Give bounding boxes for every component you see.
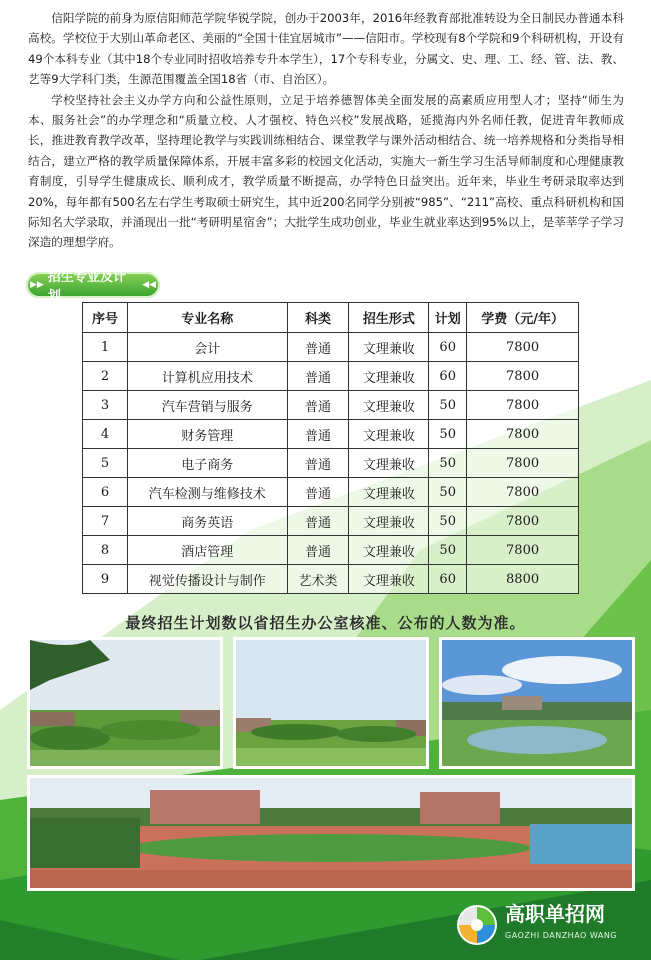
cell-plan: 60 [429,362,467,391]
cell-form: 文理兼收 [349,391,429,420]
cell-major: 酒店管理 [127,536,287,565]
cell-plan: 50 [429,420,467,449]
cell-category: 普通 [287,391,349,420]
campus-photo-lake [439,637,635,769]
cell-plan: 50 [429,391,467,420]
arrow-decoration-icon: ▶▶ [30,280,44,290]
enrollment-plan-table [82,302,579,594]
section-badge [26,270,160,304]
cell-major: 计算机应用技术 [127,362,287,391]
cell-tuition: 7800 [467,362,579,391]
table-row [83,565,579,594]
header-category: 科类 [287,303,349,333]
campus-photo-lawn [27,637,223,769]
header-plan: 计划 [429,303,467,333]
logo-name: 高职单招网 [505,902,605,926]
cell-major: 会计 [127,333,287,362]
table-row [83,333,579,362]
intro-text [28,8,624,253]
arrow-decoration-icon: ◀◀ [142,280,156,290]
table-row [83,391,579,420]
campus-photo-stadium [27,775,635,891]
table-row [83,420,579,449]
header-form: 招生形式 [349,303,429,333]
cell-tuition: 7800 [467,449,579,478]
cell-index: 9 [83,565,128,594]
cell-plan: 50 [429,449,467,478]
cell-category: 普通 [287,362,349,391]
cell-form: 文理兼收 [349,478,429,507]
cell-form: 文理兼收 [349,536,429,565]
cell-category: 普通 [287,449,349,478]
header-index: 序号 [83,303,128,333]
cell-index: 2 [83,362,128,391]
cell-tuition: 8800 [467,565,579,594]
cell-plan: 50 [429,536,467,565]
table-row [83,536,579,565]
cell-form: 文理兼收 [349,449,429,478]
cell-plan: 50 [429,507,467,536]
table-header-row [83,303,579,333]
table-row [83,507,579,536]
table-row [83,449,579,478]
cell-index: 1 [83,333,128,362]
cell-tuition: 7800 [467,333,579,362]
section-badge-label: 招生专业及计划 [47,270,126,304]
cell-major: 电子商务 [127,449,287,478]
cell-tuition: 7800 [467,391,579,420]
cell-index: 8 [83,536,128,565]
cell-form: 文理兼收 [349,507,429,536]
cell-major: 汽车营销与服务 [127,391,287,420]
cell-category: 普通 [287,420,349,449]
enrollment-note: 最终招生计划数以省招生办公室核准、公布的人数为准。 [125,614,526,632]
cell-tuition: 7800 [467,536,579,565]
cell-major: 汽车检测与维修技术 [127,478,287,507]
cell-index: 6 [83,478,128,507]
cell-plan: 50 [429,478,467,507]
cell-plan: 60 [429,333,467,362]
cell-major: 商务英语 [127,507,287,536]
cell-form: 文理兼收 [349,420,429,449]
table-row [83,362,579,391]
cell-tuition: 7800 [467,507,579,536]
header-major: 专业名称 [127,303,287,333]
cell-tuition: 7800 [467,478,579,507]
campus-photo-garden [233,637,429,769]
logo-emblem-icon [455,903,499,947]
cell-index: 7 [83,507,128,536]
cell-plan: 60 [429,565,467,594]
cell-major: 视觉传播设计与制作 [127,565,287,594]
intro-paragraph-2: 学校坚持社会主义办学方向和公益性原则，立足于培养德智体美全面发展的高素质应用型人才；坚持“师生为本、服务社会”的办学理念和“质量立校、人才强校、特色兴校”发展战略，延揽海内外名师任教，促进青年教师成长，推进教育教学改革，坚持理论教学与实践训练相结合、课堂教学与课外活动相结合、统一培养规格和分类指导相结合，建立严格的教学质量保障体系，开展丰富多彩的校园文化活动，实施大一新生学习生活导师制度和心理健康教育制度，引导学生健康成长、顺利成才，教学质量不断提高，办学特色日益突出。近年来，毕业生考研录取率达到20%，每年都有500名左右学生考取硕士研究生，其中近200名同学分别被“985”、“211”高校、重点科研机构和国际知名大学录取，并涌现出一批“考研明星宿舍”；大批学生成功创业，毕业生就业率达到95%以上，是莘莘学子学习深造的理想学府。 [28,92,624,250]
site-logo [455,897,645,953]
cell-major: 财务管理 [127,420,287,449]
cell-category: 普通 [287,536,349,565]
cell-category: 普通 [287,507,349,536]
cell-tuition: 7800 [467,420,579,449]
cell-category: 普通 [287,333,349,362]
cell-category: 普通 [287,478,349,507]
cell-index: 3 [83,391,128,420]
intro-paragraph-1: 信阳学院的前身为原信阳师范学院华锐学院，创办于2003年，2016年经教育部批准转设为全日制民办普通本科高校。学校位于大别山革命老区、美丽的“全国十佳宜居城市”——信阳市。学校现有8个学院和9个科研机构，开设有49个本科专业（其中18个专业同时招收培养专升本学生），17个专科专业，分属文、史、理、工、经、管、法、教、艺等9大学科门类，生源范围覆盖全国18省（市、自治区）。 [28,11,624,87]
cell-form: 文理兼收 [349,333,429,362]
logo-subtitle: GAOZHI DANZHAO WANG [505,931,617,940]
cell-category: 艺术类 [287,565,349,594]
cell-index: 5 [83,449,128,478]
cell-form: 文理兼收 [349,565,429,594]
cell-form: 文理兼收 [349,362,429,391]
header-tuition: 学费（元/年） [467,303,579,333]
table-row [83,478,579,507]
cell-index: 4 [83,420,128,449]
